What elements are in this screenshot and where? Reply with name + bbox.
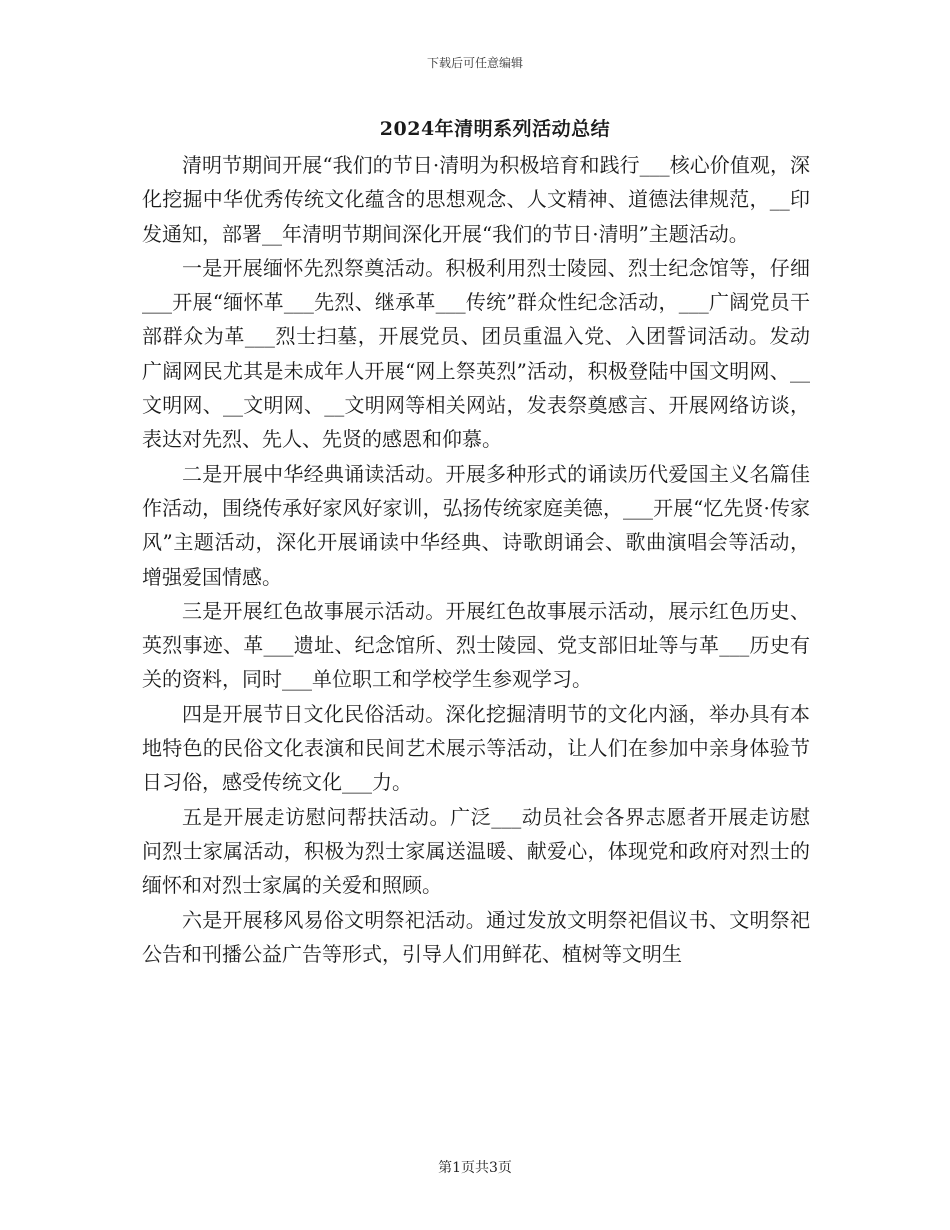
- paragraph-4: 四是开展节日文化民俗活动。深化挖掘清明节的文化内涵，举办具有本地特色的民俗文化表演和民间艺术展示等活动，让人们在参加中亲身体验节日习俗，感受传统文化___力。: [142, 701, 810, 795]
- document-title: 2024年清明系列活动总结: [379, 118, 611, 140]
- paragraph-2: 二是开展中华经典诵读活动。开展多种形式的诵读历代爱国主义名篇佳作活动，围绕传承好家风好家训，弘扬传统家庭美德，___开展“忆先贤·传家风”主题活动，深化开展诵读中华经典、诗歌朗诵会、歌曲演唱会等活动，增强爱国情感。: [142, 461, 810, 589]
- paragraph-1: 一是开展缅怀先烈祭奠活动。积极利用烈士陵园、烈士纪念馆等，仔细___开展“缅怀革___先烈、继承革___传统”群众性纪念活动，___广阔党员干部群众为革___烈士扫墓，开展党员、团员重温入党、入团誓词活动。发动广阔网民尤其是未成年人开展“网上祭英烈”活动，积极登陆中国文明网、__文明网、__文明网、__文明网等相关网站，发表祭奠感言、开展网络访谈，表达对先烈、先人、先贤的感恩和仰慕。: [142, 255, 810, 452]
- paragraph-6: 六是开展移风易俗文明祭祀活动。通过发放文明祭祀倡议书、文明祭祀公告和刊播公益广告等形式，引导人们用鲜花、植树等文明生: [142, 907, 810, 966]
- header-note: 下载后可任意编辑: [426, 56, 523, 70]
- page-number: 第1页共3页: [438, 1160, 512, 1176]
- paragraph-5: 五是开展走访慰问帮扶活动。广泛___动员社会各界志愿者开展走访慰问烈士家属活动，积极为烈士家属送温暖、献爱心，体现党和政府对烈士的缅怀和对烈士家属的关爱和照顾。: [142, 804, 810, 898]
- document-body: [142, 148, 810, 971]
- paragraph-3: 三是开展红色故事展示活动。开展红色故事展示活动，展示红色历史、英烈事迹、革___遗址、纪念馆所、烈士陵园、党支部旧址等与革___历史有关的资料，同时___单位职工和学校学生参观学习。: [142, 598, 810, 692]
- paragraph-intro: 清明节期间开展“我们的节日·清明为积极培育和践行___核心价值观，深化挖掘中华优秀传统文化蕴含的思想观念、人文精神、道德法律规范，__印发通知，部署__年清明节期间深化开展“我们的节日·清明”主题活动。: [142, 153, 810, 246]
